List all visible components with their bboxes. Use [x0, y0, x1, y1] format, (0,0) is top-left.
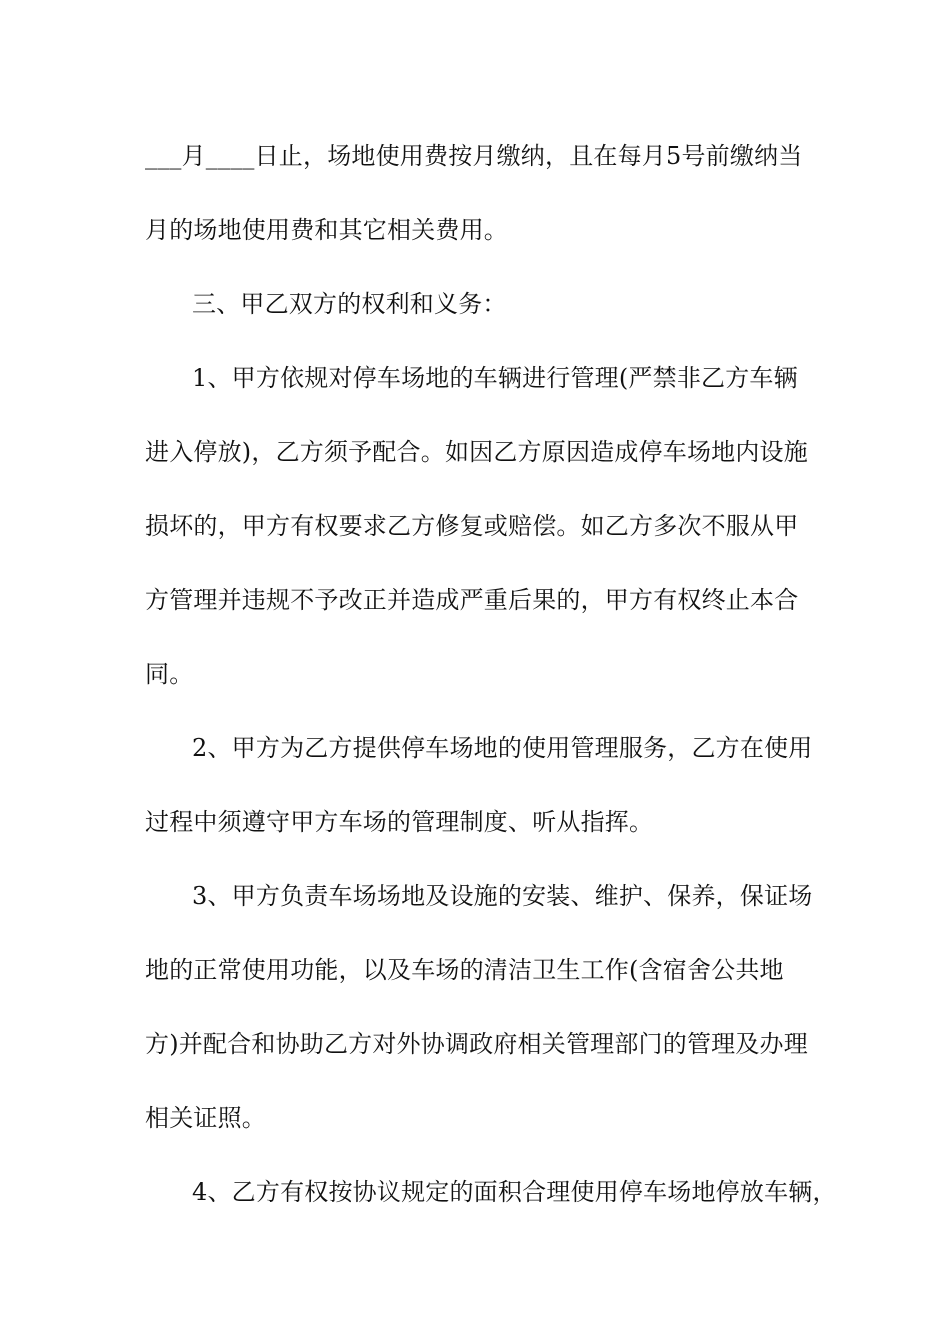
text-line: 方管理并违规不予改正并造成严重后果的，甲方有权终止本合 [145, 586, 799, 614]
text-line: 3、甲方负责车场场地及设施的安装、维护、保养，保证场 [192, 882, 813, 910]
text-line: 方)并配合和协助乙方对外协调政府相关管理部门的管理及办理 [145, 1030, 808, 1058]
text-line: 进入停放)，乙方须予配合。如因乙方原因造成停车场地内设施 [145, 438, 808, 466]
text-line: 4、乙方有权按协议规定的面积合理使用停车场地停放车辆， [192, 1178, 837, 1206]
text-line: 地的正常使用功能，以及车场的清洁卫生工作(含宿舍公共地 [145, 956, 784, 984]
text-line: 月的场地使用费和其它相关费用。 [145, 216, 508, 244]
text-line: 相关证照。 [145, 1104, 266, 1132]
text-line: 1、甲方依规对停车场地的车辆进行管理(严禁非乙方车辆 [192, 364, 798, 392]
text-line: ___月____日止，场地使用费按月缴纳，且在每月5号前缴纳当 [145, 142, 803, 170]
section-heading: 三、甲乙双方的权利和义务： [192, 290, 507, 318]
text-line: 2、甲方为乙方提供停车场地的使用管理服务，乙方在使用 [192, 734, 813, 762]
text-line: 损坏的，甲方有权要求乙方修复或赔偿。如乙方多次不服从甲 [145, 512, 799, 540]
text-line: 同。 [145, 660, 194, 688]
text-line: 过程中须遵守甲方车场的管理制度、听从指挥。 [145, 808, 654, 836]
